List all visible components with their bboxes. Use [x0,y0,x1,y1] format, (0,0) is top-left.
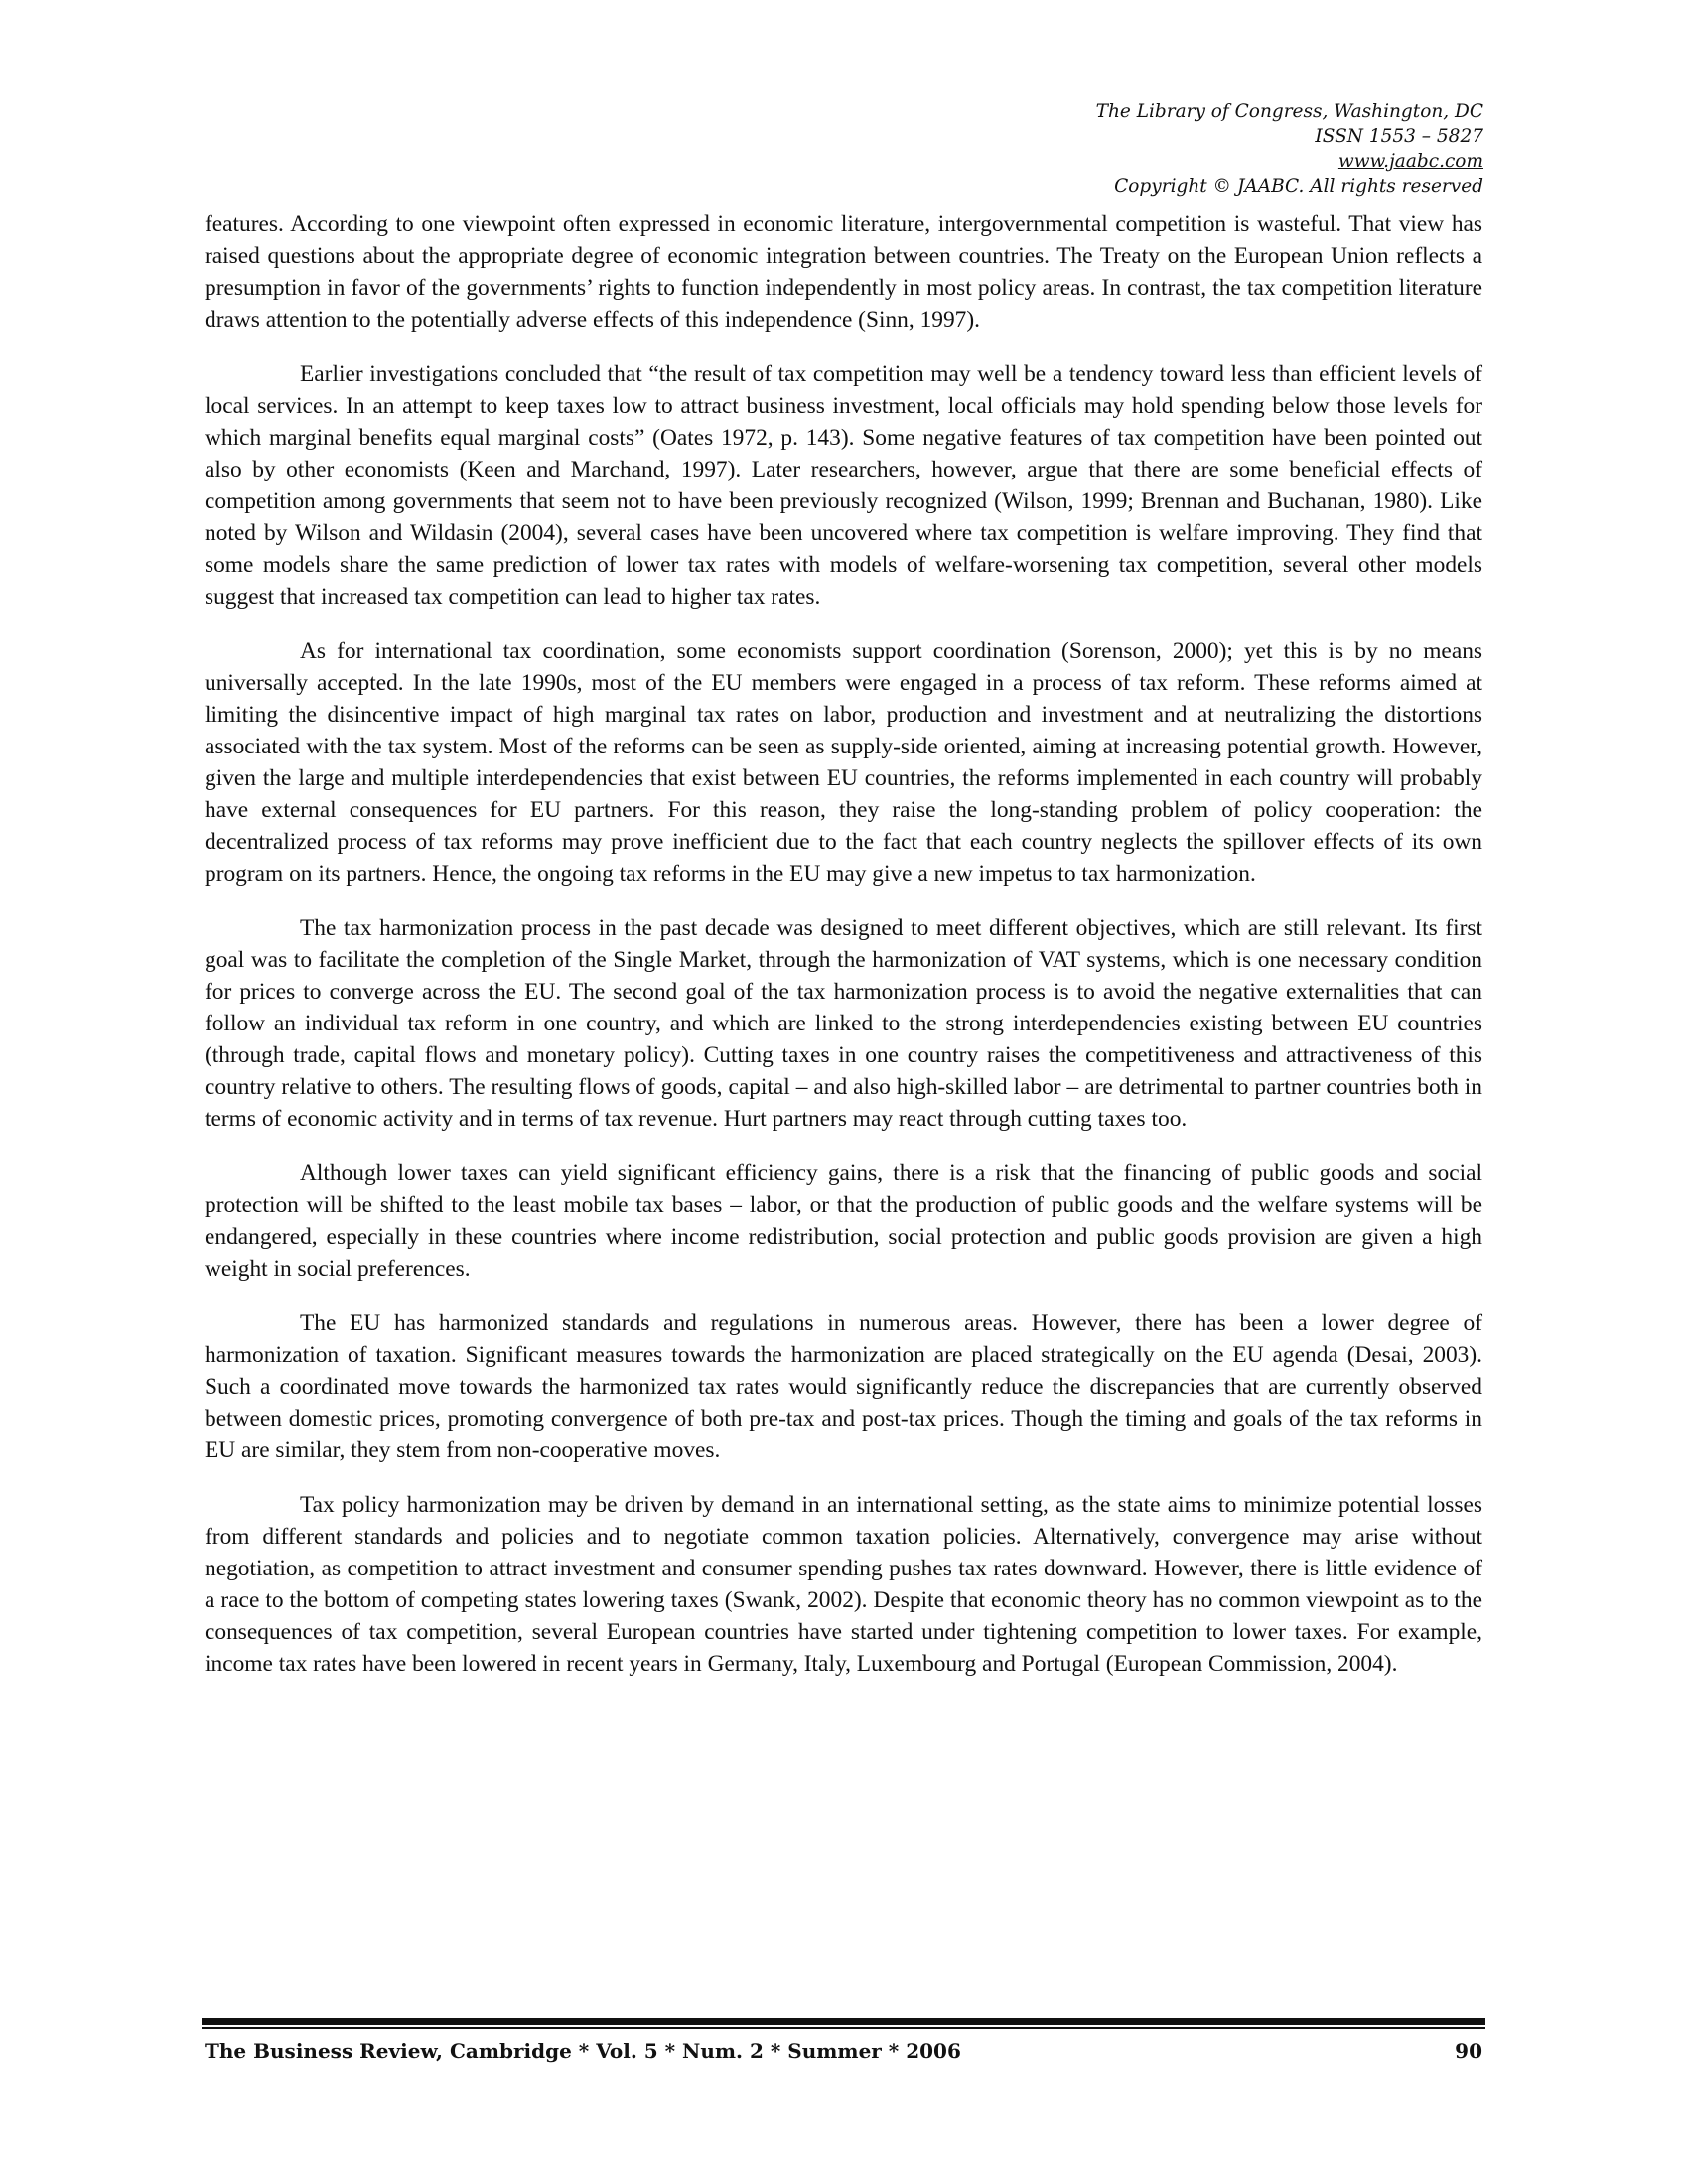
page-header [788,99,1483,199]
page-number: 90 [1455,2039,1482,2063]
article-body [205,208,1482,1703]
footer-journal-info: The Business Review, Cambridge * Vol. 5 * Num. 2 * Summer * 2006 [205,2039,961,2063]
header-copyright: Copyright © JAABC. All rights reserved [1114,176,1483,197]
paragraph: As for international tax coordination, some economists support coordination (Sorenson, 2000); yet this is by no means universally accepted. In the late 1990s, most of the EU members were engaged in a process of tax reform. These reforms aimed at limiting the disincentive impact of high marginal tax rates on labor, production and investment and at neutralizing the distortions associated with the tax system. Most of the reforms can be seen as supply-side oriented, aiming at increasing potential growth. However, given the large and multiple interdependencies that exist between EU countries, the reforms implemented in each country will probably have external consequences for EU partners. For this reason, they raise the long-standing problem of policy cooperation: the decentralized process of tax reforms may prove inefficient due to the fact that each country neglects the spillover effects of its own program on its partners. Hence, the ongoing tax reforms in the EU may give a new impetus to tax harmonization. [205,638,1482,887]
footer-divider [202,2018,1485,2029]
header-website-link[interactable]: www.jaabc.com [1337,151,1483,172]
page-footer [205,2034,1482,2068]
paragraph: Tax policy harmonization may be driven by demand in an international setting, as the state aims to minimize potential losses from different standards and policies and to negotiate common taxation policies. Alternatively, convergence may arise without negotiation, as competition to attract investment and consumer spending pushes tax rates downward. However, there is little evidence of a race to the bottom of competing states lowering taxes (Swank, 2002). Despite that economic theory has no common viewpoint as to the consequences of tax competition, several European countries have started under tightening competition to lower taxes. For example, income tax rates have been lowered in recent years in Germany, Italy, Luxembourg and Portugal (European Commission, 2004). [205,1492,1482,1677]
paragraph: Although lower taxes can yield significant efficiency gains, there is a risk that the financing of public goods and social protection will be shifted to the least mobile tax bases – labor, or that the production of public goods and the welfare systems will be endangered, especially in these countries where income redistribution, social protection and public goods provision are given a high weight in social preferences. [205,1160,1482,1282]
paragraph: Earlier investigations concluded that “the result of tax competition may well be a tendency toward less than efficient levels of local services. In an attempt to keep taxes low to attract business investment, local officials may hold spending below those levels for which marginal benefits equal marginal costs” (Oates 1972, p. 143). Some negative features of tax competition have been pointed out also by other economists (Keen and Marchand, 1997). Later researchers, however, argue that there are some beneficial effects of competition among governments that seem not to have been previously recognized (Wilson, 1999; Brennan and Buchanan, 1980). Like noted by Wilson and Wildasin (2004), several cases have been uncovered where tax competition is welfare improving. They find that some models share the same prediction of lower tax rates with models of welfare-worsening tax competition, several other models suggest that increased tax competition can lead to higher tax rates. [205,361,1482,610]
paragraph: The EU has harmonized standards and regulations in numerous areas. However, there has been a lower degree of harmonization of taxation. Significant measures towards the harmonization are placed strategically on the EU agenda (Desai, 2003). Such a coordinated move towards the harmonized tax rates would significantly reduce the discrepancies that are currently observed between domestic prices, promoting convergence of both pre-tax and post-tax prices. Though the timing and goals of the tax reforms in EU are similar, they stem from non-cooperative moves. [205,1310,1482,1463]
paragraph: The tax harmonization process in the past decade was designed to meet different objectives, which are still relevant. Its first goal was to facilitate the completion of the Single Market, through the harmonization of VAT systems, which is one necessary condition for prices to converge across the EU. The second goal of the tax harmonization process is to avoid the negative externalities that can follow an individual tax reform in one country, and which are linked to the strong interdependencies existing between EU countries (through trade, capital flows and monetary policy). Cutting taxes in one country raises the competitiveness and attractiveness of this country relative to others. The resulting flows of goods, capital – and also high-skilled labor – are detrimental to partner countries both in terms of economic activity and in terms of tax revenue. Hurt partners may react through cutting taxes too. [205,915,1482,1132]
paragraph-continuation: features. According to one viewpoint often expressed in economic literature, intergovernmental competition is wasteful. That view has raised questions about the appropriate degree of economic integration between countries. The Treaty on the European Union reflects a presumption in favor of the governments’ rights to function independently in most policy areas. In contrast, the tax competition literature draws attention to the potentially adverse effects of this independence (Sinn, 1997). [205,211,1482,333]
header-issn: ISSN 1553 – 5827 [1315,126,1483,147]
header-library: The Library of Congress, Washington, DC [1095,101,1483,122]
